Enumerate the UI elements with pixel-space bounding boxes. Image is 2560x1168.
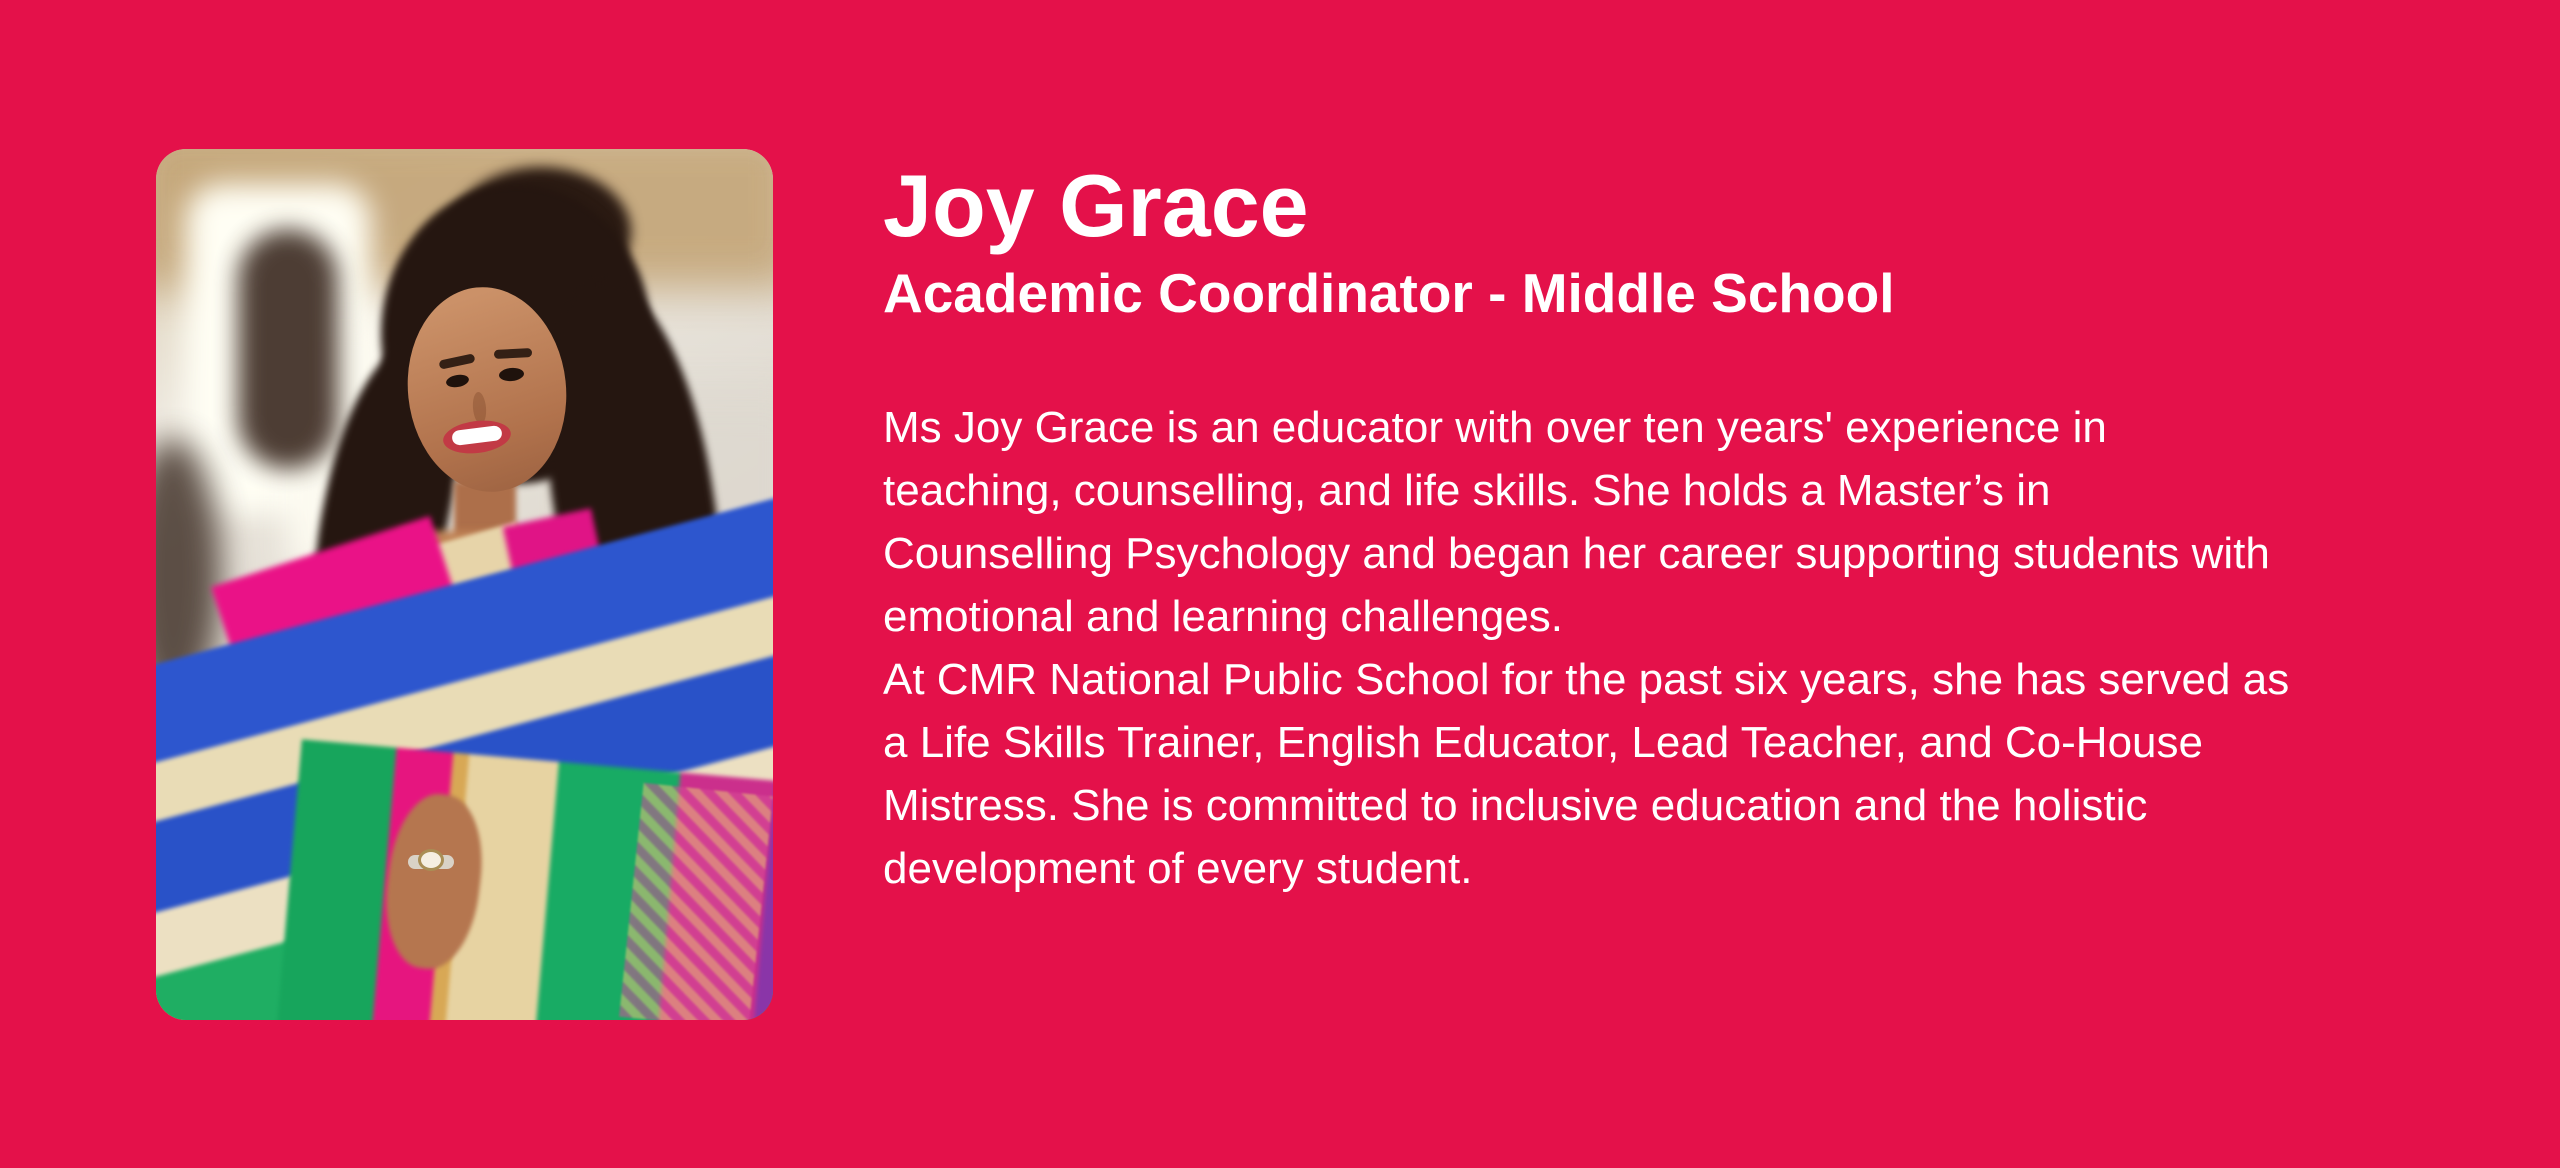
profile-photo xyxy=(156,149,773,1020)
bio-line: development of every student. xyxy=(883,843,1473,893)
bio-line: Ms Joy Grace is an educator with over ten years' experience in xyxy=(883,402,2107,452)
bio-line: emotional and learning challenges. xyxy=(883,591,1564,641)
photo-background-figure-shape xyxy=(238,229,338,469)
bio-line: At CMR National Public School for the past six years, she has served as xyxy=(883,654,2290,704)
profile-bio xyxy=(883,396,2463,900)
saree-pattern-band xyxy=(619,783,773,1020)
profile-role: Academic Coordinator - Middle School xyxy=(883,262,1895,325)
bio-line: Mistress. She is committed to inclusive education and the holistic xyxy=(883,780,2148,830)
profile-text-block xyxy=(883,149,2463,900)
wristwatch-shape xyxy=(418,849,444,871)
bio-line: Counselling Psychology and began her career supporting students with xyxy=(883,528,2270,578)
profile-name: Joy Grace xyxy=(883,156,1309,255)
bio-line: teaching, counselling, and life skills. She holds a Master’s in xyxy=(883,465,2051,515)
bio-line: a Life Skills Trainer, English Educator, Lead Teacher, and Co-House xyxy=(883,717,2203,767)
